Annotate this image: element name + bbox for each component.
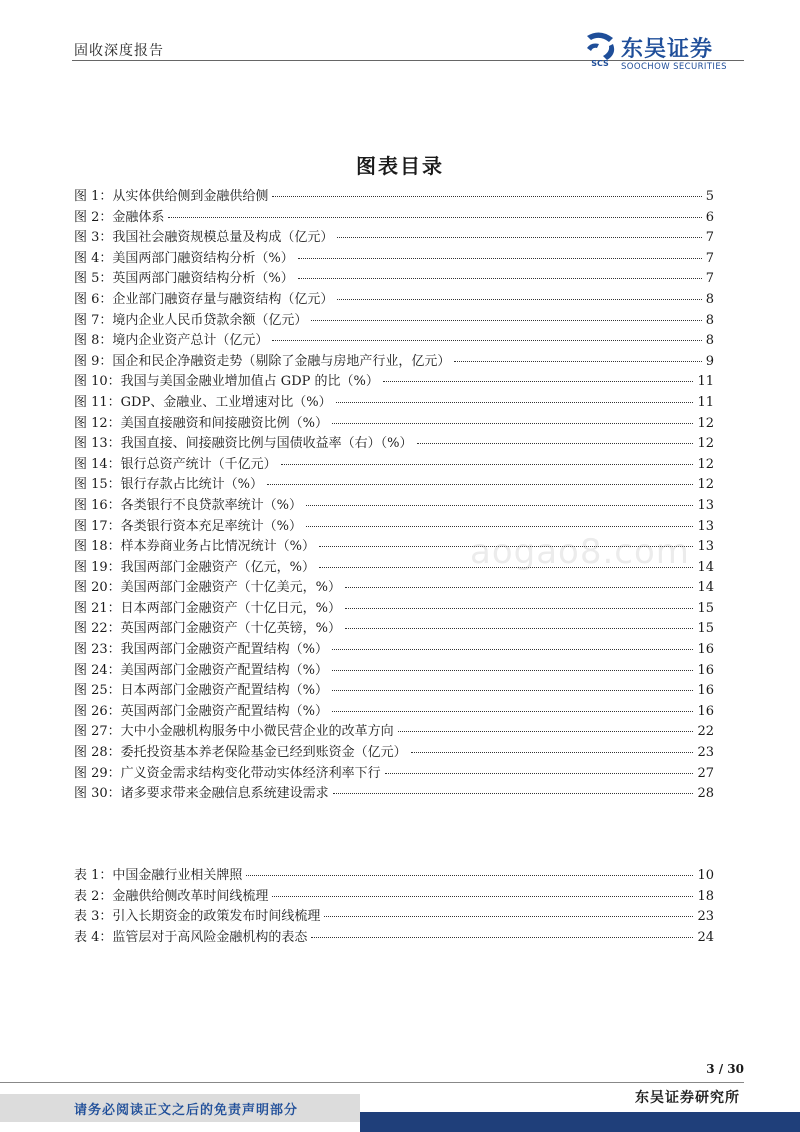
table-entry-label: 表 3：引入长期资金的政策发布时间线梳理 (74, 909, 321, 925)
soochow-logo-icon (583, 30, 617, 68)
dot-leader (306, 526, 693, 527)
figure-entry-page: 16 (697, 683, 714, 699)
dot-leader (332, 649, 693, 650)
figure-entry-page: 5 (705, 189, 714, 204)
dot-leader (411, 752, 694, 753)
dot-leader (298, 258, 702, 259)
figure-entry[interactable] (74, 309, 714, 330)
figure-entry-label: 图 20：美国两部门金融资产（十亿美元，%） (74, 580, 342, 596)
figure-entry[interactable] (74, 659, 714, 680)
figure-entry[interactable] (74, 432, 714, 453)
table-entry-label: 表 4：监管层对于高风险金融机构的表态 (74, 929, 308, 945)
figure-entry-label: 图 4：美国两部门融资结构分析（%） (74, 250, 294, 266)
page-number: 3 / 30 (706, 1062, 744, 1076)
figure-entry-label: 图 14：银行总资产统计（千亿元） (74, 456, 277, 472)
company-logo (583, 30, 753, 74)
dot-leader (417, 443, 694, 444)
footer-org: 东吴证券研究所 (635, 1090, 740, 1106)
figure-entry-label: 图 28：委托投资基本养老保险基金已经到账资金（亿元） (74, 745, 407, 761)
dot-leader (398, 731, 694, 732)
report-type: 固收深度报告 (74, 43, 164, 59)
dot-leader (272, 196, 701, 197)
dot-leader (267, 484, 693, 485)
figure-entry-page: 8 (705, 333, 714, 349)
figure-entry-page: 9 (705, 353, 714, 369)
figure-entry-label: 图 19：我国两部门金融资产（亿元，%） (74, 559, 316, 575)
dot-leader (385, 773, 694, 774)
figure-entry[interactable] (74, 762, 714, 783)
figure-entry-label: 图 11：GDP、金融业、工业增速对比（%） (74, 394, 332, 410)
figure-entry-page: 7 (705, 271, 714, 287)
table-list (74, 864, 714, 946)
figure-entry-label: 图 6：企业部门融资存量与融资结构（亿元） (74, 291, 334, 307)
logo-english-name: SOOCHOW SECURITIES (621, 62, 727, 72)
figure-entry-label: 图 1：从实体供给侧到金融供给侧 (74, 189, 269, 204)
figure-entry[interactable] (74, 391, 714, 412)
figure-entry[interactable] (74, 329, 714, 350)
figure-entry-label: 图 21：日本两部门金融资产（十亿日元，%） (74, 600, 342, 616)
figure-entry-page: 8 (705, 312, 714, 328)
figure-entry-label: 图 16：各类银行不良贷款率统计（%） (74, 497, 303, 513)
dot-leader (324, 916, 693, 917)
figure-entry-label: 图 23：我国两部门金融资产配置结构（%） (74, 642, 329, 658)
dot-leader (337, 237, 701, 238)
dot-leader (345, 608, 693, 609)
figure-entry-label: 图 10：我国与美国金融业增加值占 GDP 的比（%） (74, 374, 379, 390)
figure-entry-label: 图 3：我国社会融资规模总量及构成（亿元） (74, 230, 334, 246)
figure-entry[interactable] (74, 473, 714, 494)
dot-leader (168, 217, 701, 218)
figure-entry-label: 图 25：日本两部门金融资产配置结构（%） (74, 683, 329, 699)
figure-entry-page: 16 (697, 642, 714, 658)
figure-entry-label: 图 24：美国两部门金融资产配置结构（%） (74, 662, 329, 678)
figure-list (74, 185, 714, 803)
figure-entry[interactable] (74, 597, 714, 618)
figure-entry-page: 13 (697, 497, 714, 513)
figure-entry[interactable] (74, 617, 714, 638)
figure-entry[interactable] (74, 370, 714, 391)
figure-entry-page: 11 (697, 394, 714, 410)
figure-entry-page: 28 (697, 786, 714, 802)
dot-leader (272, 340, 701, 341)
figure-entry-page: 22 (697, 724, 714, 740)
figure-entry-page: 12 (697, 477, 714, 493)
figure-entry-page: 14 (697, 559, 714, 575)
watermark: aogao8.com (470, 532, 690, 572)
dot-leader (332, 423, 693, 424)
dot-leader (272, 896, 693, 897)
figure-entry[interactable] (74, 679, 714, 700)
figure-entry-page: 14 (697, 580, 714, 596)
figure-entry-page: 15 (697, 621, 714, 637)
footer-disclaimer: 请务必阅读正文之后的免责声明部分 (74, 1103, 299, 1118)
dot-leader (383, 381, 694, 382)
dot-leader (281, 464, 694, 465)
figure-entry[interactable] (74, 494, 714, 515)
dot-leader (332, 711, 693, 712)
figure-entry-label: 图 2：金融体系 (74, 209, 165, 225)
figure-entry-page: 16 (697, 662, 714, 678)
figure-entry-page: 12 (697, 456, 714, 472)
table-entry-page: 10 (697, 868, 714, 883)
dot-leader (337, 299, 701, 300)
figure-entry-page: 11 (697, 374, 714, 390)
dot-leader (311, 937, 693, 938)
figure-entry[interactable] (74, 782, 714, 803)
figure-entry[interactable] (74, 206, 714, 227)
dot-leader (332, 670, 693, 671)
figure-entry-page: 7 (705, 250, 714, 266)
figure-entry[interactable] (74, 350, 714, 371)
dot-leader (298, 278, 702, 279)
figure-entry-page: 12 (697, 415, 714, 431)
figure-entry-page: 15 (697, 600, 714, 616)
dot-leader (311, 320, 701, 321)
footer-divider (0, 1082, 744, 1083)
figure-entry[interactable] (74, 700, 714, 721)
figure-entry-label: 图 12：美国直接融资和间接融资比例（%） (74, 415, 329, 431)
figure-entry-label: 图 17：各类银行资本充足率统计（%） (74, 518, 303, 534)
figure-entry[interactable] (74, 226, 714, 247)
table-entry[interactable] (74, 926, 714, 947)
footer-accent-bar (360, 1112, 800, 1132)
table-entry-page: 24 (697, 929, 714, 945)
figure-entry-page: 8 (705, 291, 714, 307)
table-entry[interactable] (74, 905, 714, 926)
figure-entry-label: 图 18：样本券商业务占比情况统计（%） (74, 539, 316, 555)
figure-entry[interactable] (74, 267, 714, 288)
toc-title: 图表目录 (356, 154, 444, 178)
figure-entry-label: 图 22：英国两部门金融资产（十亿英镑，%） (74, 621, 342, 637)
dot-leader (246, 875, 693, 876)
dot-leader (454, 361, 701, 362)
table-entry-page: 18 (697, 888, 714, 904)
dot-leader (345, 628, 693, 629)
dot-leader (306, 505, 693, 506)
logo-mark-text: SCS (591, 59, 609, 68)
figure-entry[interactable] (74, 185, 714, 206)
figure-entry-label: 图 7：境内企业人民币贷款余额（亿元） (74, 312, 308, 328)
footer-disclaimer-bar (0, 1094, 360, 1122)
figure-entry-page: 6 (705, 209, 714, 225)
logo-chinese-name: 东吴证券 (621, 37, 714, 62)
table-entry[interactable] (74, 864, 714, 885)
figure-entry-label: 图 30：诸多要求带来金融信息系统建设需求 (74, 786, 329, 802)
figure-entry[interactable] (74, 576, 714, 597)
dot-leader (336, 402, 694, 403)
figure-entry-label: 图 29：广义资金需求结构变化带动实体经济利率下行 (74, 765, 381, 781)
figure-entry[interactable] (74, 741, 714, 762)
dot-leader (333, 793, 694, 794)
figure-entry-page: 16 (697, 703, 714, 719)
dot-leader (345, 587, 693, 588)
figure-entry-page: 7 (705, 230, 714, 246)
table-entry-label: 表 1：中国金融行业相关牌照 (74, 868, 243, 883)
figure-entry-label: 图 9：国企和民企净融资走势（剔除了金融与房地产行业，亿元） (74, 353, 451, 369)
figure-entry-label: 图 26：英国两部门金融资产配置结构（%） (74, 703, 329, 719)
table-entry-label: 表 2：金融供给侧改革时间线梳理 (74, 888, 269, 904)
figure-entry-page: 13 (697, 539, 714, 555)
figure-entry[interactable] (74, 638, 714, 659)
figure-entry-page: 12 (697, 436, 714, 452)
figure-entry-label: 图 13：我国直接、间接融资比例与国债收益率（右）（%） (74, 436, 413, 452)
figure-entry[interactable] (74, 288, 714, 309)
dot-leader (332, 690, 693, 691)
figure-entry[interactable] (74, 453, 714, 474)
figure-entry-label: 图 15：银行存款占比统计（%） (74, 477, 264, 493)
figure-entry[interactable] (74, 412, 714, 433)
figure-entry-label: 图 8：境内企业资产总计（亿元） (74, 333, 269, 349)
figure-entry-page: 27 (697, 765, 714, 781)
figure-entry-page: 23 (697, 745, 714, 761)
table-entry[interactable] (74, 885, 714, 906)
figure-entry[interactable] (74, 720, 714, 741)
figure-entry-label: 图 5：英国两部门融资结构分析（%） (74, 271, 294, 287)
figure-entry[interactable] (74, 247, 714, 268)
figure-entry-page: 13 (697, 518, 714, 534)
table-entry-page: 23 (697, 909, 714, 925)
figure-entry-label: 图 27：大中小金融机构服务中小微民营企业的改革方向 (74, 724, 394, 740)
